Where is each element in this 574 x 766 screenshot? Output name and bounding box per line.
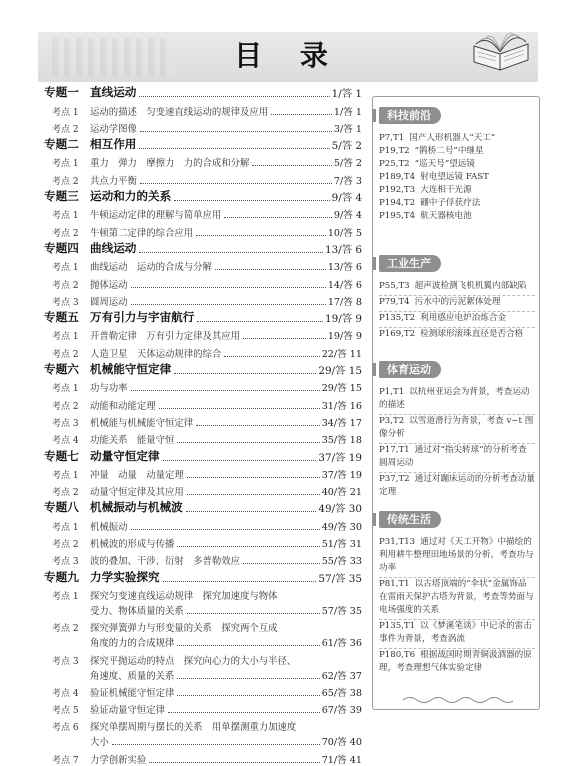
dot-leader [149,761,319,763]
toc-item-row[interactable] [44,515,362,532]
point-title: 探究匀变速直线运动规律 探究加速度与物体 [90,590,278,602]
page-reference: 5/答 2 [333,158,362,170]
point-number: 考点 3 [52,656,79,667]
topic-title: 曲线运动 [90,240,137,255]
entry-text: 硼中子俘获疗法 [420,198,481,208]
toc-item-row[interactable] [44,649,362,666]
page-reference: 19/答 9 [324,313,362,326]
page-reference: 10/答 5 [327,227,362,239]
entry-text: 大连相干光源 [420,185,472,195]
toc-item-row[interactable] [44,342,362,359]
toc-item-row[interactable] [44,169,362,186]
point-title: 受力、物体质量的关系 [90,605,184,617]
toc-item-row[interactable] [44,256,362,273]
sidebar-entry[interactable] [379,184,535,197]
point-title: 机械能与机械能守恒定律 [90,417,194,429]
point-title: 探究平抛运动的特点 探究向心力的大小与半径、 [90,655,297,667]
topic-number: 专题七 [44,448,79,463]
point-title: 机械振动 [90,521,128,533]
dot-leader [187,612,320,614]
topic-title: 机械振动与机械波 [90,500,183,515]
page-reference: 22/答 11 [321,348,362,360]
page-reference: 35/答 18 [321,435,362,447]
sidebar-entry[interactable] [379,210,535,223]
toc-item-continuation[interactable] [44,634,362,649]
point-number: 考点 2 [52,228,79,239]
point-number: 考点 2 [52,540,79,551]
sidebar-entry[interactable] [379,328,535,343]
page-reference: 51/答 31 [321,539,362,551]
topic-title: 相互作用 [90,137,137,152]
toc-topic-row[interactable] [44,239,362,256]
point-number: 考点 1 [52,522,79,533]
point-title: 运动学图像 [90,123,137,135]
dot-leader [177,694,319,696]
entry-text: 以杭州亚运会为背景，考查运动的描述 [379,387,530,410]
sidebar-section-title: 科技前沿 [379,107,441,124]
entry-code: P192,T3 [379,185,416,195]
point-number: 考点 2 [52,280,79,291]
toc-item-row[interactable] [44,617,362,634]
toc-item-row[interactable] [44,682,362,699]
dot-leader [174,199,329,201]
dot-leader [224,216,332,218]
toc-item-row[interactable] [44,429,362,446]
sidebar-entry[interactable] [379,158,535,171]
entry-code: P135,T2 [379,313,416,323]
point-number: 考点 1 [52,211,79,222]
toc-item-row[interactable] [44,204,362,221]
page-header [38,24,538,88]
entry-text: 利用感应电炉冶炼合金 [420,313,507,323]
dot-leader [177,644,319,646]
point-title: 牛顿第二定律的综合应用 [90,227,194,239]
dot-leader [271,113,332,115]
dot-leader [159,407,320,409]
sidebar-entry[interactable] [379,145,535,158]
topic-title: 直线运动 [90,85,137,100]
sidebar-entry[interactable] [379,280,535,296]
point-number: 考点 2 [52,124,79,135]
page-reference: 13/答 6 [324,243,362,256]
entry-code: P25,T2 [379,159,410,169]
point-number: 考点 2 [52,349,79,360]
dot-leader [163,580,317,582]
page-reference: 29/答 15 [321,383,362,395]
dot-leader [174,372,316,374]
entry-text: 污水中的污泥絮体处理 [414,297,501,307]
point-title: 功能关系 能量守恒 [90,435,175,447]
point-number: 考点 1 [52,384,79,395]
entry-text: “巡天号”望远镜 [414,159,476,169]
dot-leader [177,441,319,443]
point-title: 曲线运动 运动的合成与分解 [90,262,212,274]
entry-code: P31,T13 [379,537,416,547]
page-reference: 62/答 37 [321,670,362,682]
entry-text: 通过对《天工开物》中描绘的利用耕牛整理田地场景的分析，考查功与功率 [379,537,534,573]
page-reference: 1/答 1 [333,106,362,118]
entry-text: 以雪道滑行为背景，考查 v−t 图像分析 [379,416,534,439]
entry-code: P135,T1 [379,621,416,631]
page-reference: 13/答 6 [327,262,362,274]
toc-item-row[interactable] [44,716,362,733]
dot-leader [186,510,317,512]
point-title: 验证动量守恒定律 [90,705,166,717]
decorative-wave [403,695,513,705]
point-title: 圆周运动 [90,296,128,308]
dot-leader [177,677,319,679]
page-reference: 5/答 2 [331,140,362,153]
dot-leader [215,268,326,270]
page-reference: 37/答 19 [318,451,362,464]
page-reference: 9/答 4 [331,192,362,205]
page-reference: 70/答 40 [321,737,362,749]
topic-number: 专题九 [44,569,79,584]
point-number: 考点 2 [52,624,79,635]
sidebar-entry[interactable] [379,197,535,210]
point-title: 重力 弹力 摩擦力 力的合成和分解 [90,158,250,170]
toc-item-row[interactable] [44,464,362,481]
page-reference: 14/答 6 [327,279,362,291]
topic-number: 专题三 [44,189,79,204]
entry-code: P55,T3 [379,281,410,291]
toc-item-row[interactable] [44,325,362,342]
entry-code: P189,T4 [379,172,416,182]
sidebar-entry[interactable] [379,620,535,649]
topic-sidebar [372,96,540,710]
point-title: 人造卫星 天体运动规律的综合 [90,348,222,360]
toc-topic-row[interactable] [44,83,362,100]
toc-item-row[interactable] [44,273,362,290]
entry-text: 通过对蹦床运动的分析考查动量定理 [379,474,535,497]
point-number: 考点 1 [52,263,79,274]
dot-leader [139,251,323,253]
table-of-contents [44,83,362,766]
point-title: 力学创新实验 [90,754,147,766]
point-number: 考点 6 [52,723,79,734]
toc-topic-row[interactable] [44,308,362,325]
toc-item-row[interactable] [44,585,362,602]
entry-code: P3,T2 [379,416,405,426]
point-number: 考点 1 [52,107,79,118]
page-reference: 7/答 3 [333,175,362,187]
dot-leader [187,476,320,478]
sidebar-section-title: 工业生产 [379,255,441,272]
dot-leader [131,389,320,391]
dot-leader [163,459,317,461]
point-title: 抛体运动 [90,279,128,291]
toc-item-row[interactable] [44,377,362,394]
dot-leader [112,743,320,745]
page-reference: 34/答 17 [321,417,362,429]
topic-number: 专题五 [44,310,79,325]
topic-title: 力学实验探究 [90,569,160,584]
toc-item-row[interactable] [44,394,362,411]
page-reference: 67/答 39 [321,705,362,717]
toc-item-row[interactable] [44,221,362,238]
entry-code: P180,T6 [379,650,416,660]
entry-text: 根据战国时期青铜汲酒器的原理，考查理想气体实验定律 [379,650,532,673]
dot-leader [177,545,319,547]
dot-leader [140,182,332,184]
point-title: 验证机械能守恒定律 [90,687,175,699]
entry-code: P7,T1 [379,133,405,143]
point-number: 考点 3 [52,297,79,308]
sidebar-entry[interactable] [379,578,535,620]
page-reference: 65/答 38 [321,687,362,699]
page-reference: 40/答 21 [321,487,362,499]
toc-item-row[interactable] [44,550,362,567]
toc-item-continuation[interactable] [44,602,362,617]
sidebar-entry-list [379,280,535,343]
point-title: 角度的力的合成规律 [90,638,175,650]
topic-number: 专题二 [44,137,79,152]
dot-leader [168,711,320,713]
point-title: 探究单摆周期与摆长的关系 用单摆测重力加速度 [90,722,297,734]
point-number: 考点 1 [52,332,79,343]
dot-leader [139,95,329,97]
toc-item-row[interactable] [44,152,362,169]
point-number: 考点 3 [52,418,79,429]
toc-topic-row[interactable] [44,187,362,204]
point-title: 开普勒定律 万有引力定律及其应用 [90,331,241,343]
topic-number: 专题一 [44,85,79,100]
sidebar-entry[interactable] [379,649,535,677]
sidebar-entry[interactable] [379,444,535,473]
entry-text: 航天器核电池 [420,211,472,221]
toc-item-row[interactable] [44,748,362,765]
dot-leader [243,562,320,564]
sidebar-entry[interactable] [379,415,535,444]
topic-number: 专题四 [44,240,79,255]
sidebar-entry[interactable] [379,536,535,578]
toc-item-row[interactable] [44,412,362,429]
dot-leader [243,337,326,339]
point-number: 考点 4 [52,688,79,699]
entry-code: P195,T4 [379,211,416,221]
topic-title: 万有引力与宇宙航行 [90,310,195,325]
dot-leader [131,286,326,288]
toc-item-row[interactable] [44,100,362,117]
point-title: 大小 [90,737,109,749]
sidebar-entry[interactable] [379,312,535,328]
topic-number: 专题八 [44,500,79,515]
entry-text: 以《梦溪笔谈》中记录的雷击事件为背景，考查涡流 [379,621,532,644]
entry-text: 检测球形滚珠直径是否合格 [420,329,524,339]
dot-leader [196,424,320,426]
point-title: 牛顿运动定律的理解与简单应用 [90,210,222,222]
page-reference: 49/答 30 [321,521,362,533]
page-reference: 57/答 35 [318,572,362,585]
point-title: 共点力平衡 [90,175,137,187]
page-reference: 55/答 33 [321,556,362,568]
toc-topic-row[interactable] [44,498,362,515]
point-number: 考点 1 [52,591,79,602]
entry-code: P1,T1 [379,387,405,397]
point-title: 波的叠加、干涉、衍射 多普勒效应 [90,556,241,568]
entry-code: P169,T2 [379,329,416,339]
toc-topic-row[interactable] [44,360,362,377]
page-reference: 1/答 1 [331,88,362,101]
dot-leader [131,303,326,305]
dot-leader [140,130,332,132]
page-reference: 17/答 8 [327,296,362,308]
toc-item-continuation[interactable] [44,733,362,748]
sidebar-entry[interactable] [379,296,535,312]
point-number: 考点 2 [52,176,79,187]
dot-leader [187,493,320,495]
entry-code: P79,T4 [379,297,410,307]
sidebar-entry-list [379,536,535,677]
sidebar-entry-list [379,132,535,223]
topic-title: 动量守恒定律 [90,448,160,463]
page-reference: 37/答 19 [321,469,362,481]
entry-code: P37,T2 [379,474,410,484]
toc-item-row[interactable] [44,533,362,550]
point-number: 考点 2 [52,488,79,499]
point-title: 机械波的形成与传播 [90,539,175,551]
page-reference: 29/答 15 [318,365,362,378]
entry-text: “鹊桥二号”中继星 [414,146,484,156]
dot-leader [224,355,319,357]
dot-leader [197,320,323,322]
toc-item-continuation[interactable] [44,667,362,682]
page-reference: 19/答 9 [327,331,362,343]
point-number: 考点 4 [52,436,79,447]
toc-topic-row[interactable] [44,135,362,152]
page-reference: 49/答 30 [318,503,362,516]
point-title: 动能和动能定理 [90,400,156,412]
point-number: 考点 1 [52,470,79,481]
toc-item-row[interactable] [44,481,362,498]
page-reference: 61/答 36 [321,638,362,650]
point-title: 冲量 动量 动量定理 [90,469,184,481]
topic-number: 专题六 [44,362,79,377]
entry-text: 国产人形机器人“天工” [409,133,496,143]
sidebar-entry[interactable] [379,171,535,184]
sidebar-entry[interactable] [379,386,535,415]
point-number: 考点 3 [52,557,79,568]
page-title: 目 录 [234,39,342,72]
page-reference: 9/答 4 [333,210,362,222]
dot-leader [131,528,320,530]
point-title: 角速度、质量的关系 [90,670,175,682]
point-title: 动量守恒定律及其应用 [90,487,184,499]
toc-item-row[interactable] [44,118,362,135]
point-number: 考点 7 [52,755,79,766]
point-title: 探究弹簧弹力与形变量的关系 探究两个互成 [90,623,278,635]
point-number: 考点 5 [52,706,79,717]
entry-text: 射电望远镜 FAST [420,172,489,182]
point-title: 功与功率 [90,383,128,395]
point-number: 考点 1 [52,159,79,170]
sidebar-section-title: 体育运动 [379,361,441,378]
page-reference: 57/答 35 [321,605,362,617]
toc-topic-row[interactable] [44,567,362,584]
point-title: 运动的描述 匀变速直线运动的规律及应用 [90,106,269,118]
dot-leader [139,147,329,149]
toc-topic-row[interactable] [44,446,362,463]
page-reference: 31/答 16 [321,400,362,412]
open-book-icon [470,24,532,74]
topic-title: 机械能守恒定律 [90,362,172,377]
sidebar-entry[interactable] [379,132,535,145]
page-reference: 71/答 41 [321,754,362,766]
entry-text: 通过对“指尖转球”的分析考查圆周运动 [379,445,527,468]
entry-code: P194,T2 [379,198,416,208]
entry-code: P81,T1 [379,579,410,589]
entry-text: 以古塔顶端的“伞状”金属饰品在雷雨天保护古塔为背景，考查等势面与电场强度的关系 [379,579,534,615]
toc-item-row[interactable] [44,699,362,716]
entry-code: P19,T2 [379,146,410,156]
sidebar-entry[interactable] [379,473,535,501]
dot-leader [196,234,326,236]
entry-text: 超声波检测飞机机翼内部缺陷 [414,281,527,291]
entry-code: P17,T1 [379,445,410,455]
sidebar-section-title: 传统生活 [379,511,441,528]
page-reference: 3/答 1 [333,123,362,135]
toc-item-row[interactable] [44,291,362,308]
sidebar-entry-list [379,386,535,501]
dot-leader [252,164,332,166]
topic-title: 运动和力的关系 [90,189,172,204]
point-number: 考点 2 [52,401,79,412]
